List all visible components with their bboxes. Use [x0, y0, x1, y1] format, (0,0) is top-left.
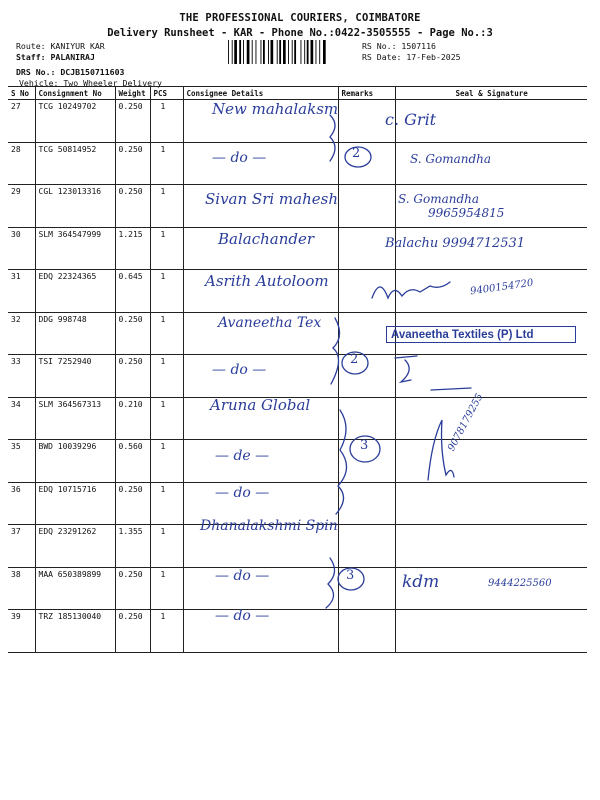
cell-sno: 32 [8, 312, 35, 355]
cell-weight: 0.210 [115, 397, 150, 440]
col-sno: S No [8, 87, 35, 100]
consignee-36: — do — [215, 485, 270, 501]
table-row [8, 610, 587, 653]
consignee-31: Asrith Autoloom [205, 272, 329, 290]
cell-sno: 29 [8, 185, 35, 228]
cell-consignment-no: BWD 10039296 [35, 440, 115, 483]
cell-consignment-no: TCG 50814952 [35, 142, 115, 185]
cell-pcs: 1 [150, 185, 183, 228]
table-row [8, 355, 587, 398]
signature-38: kdm [402, 572, 440, 592]
remark-28: 2 [352, 146, 361, 161]
table-row [8, 440, 587, 483]
col-consignment: Consignment No [35, 87, 115, 100]
cell-sno: 27 [8, 100, 35, 143]
col-consignee: Consignee Details [183, 87, 338, 100]
consignee-39: — do — [215, 608, 270, 624]
cell-pcs: 1 [150, 312, 183, 355]
cell-signature [395, 355, 587, 398]
cell-sno: 39 [8, 610, 35, 653]
cell-consignment-no: TCG 10249702 [35, 100, 115, 143]
cell-sno: 34 [8, 397, 35, 440]
col-signature: Seal & Signature [395, 87, 587, 100]
col-remarks: Remarks [338, 87, 395, 100]
cell-consignment-no: DDG 998748 [35, 312, 115, 355]
signature-29-phone: 9965954815 [428, 206, 505, 220]
table-row [8, 142, 587, 185]
consignee-30: Balachander [218, 230, 315, 248]
rs-number: RS No.: 1507116 [362, 41, 436, 51]
cell-signature [395, 525, 587, 568]
cell-weight: 1.215 [115, 227, 150, 270]
consignee-38: — do — [215, 568, 270, 584]
cell-pcs: 1 [150, 397, 183, 440]
cell-sno: 33 [8, 355, 35, 398]
consignee-35: — de — [215, 448, 270, 464]
cell-remarks [338, 525, 395, 568]
company-stamp: Avaneetha Textiles (P) Ltd [386, 326, 576, 343]
cell-consignment-no: EDQ 23291262 [35, 525, 115, 568]
cell-remarks [338, 610, 395, 653]
consignee-27: New mahalaksm [212, 100, 339, 118]
cell-pcs: 1 [150, 270, 183, 313]
cell-pcs: 1 [150, 142, 183, 185]
cell-remarks [338, 482, 395, 525]
cell-pcs: 1 [150, 227, 183, 270]
cell-sno: 36 [8, 482, 35, 525]
cell-sno: 38 [8, 567, 35, 610]
cell-weight: 0.250 [115, 355, 150, 398]
cell-sno: 37 [8, 525, 35, 568]
cell-remarks [338, 185, 395, 228]
cell-sno: 31 [8, 270, 35, 313]
cell-consignment-no: CGL 123013316 [35, 185, 115, 228]
cell-sno: 28 [8, 142, 35, 185]
cell-weight: 0.250 [115, 142, 150, 185]
cell-consignment-no: EDQ 10715716 [35, 482, 115, 525]
cell-signature [395, 440, 587, 483]
cell-pcs: 1 [150, 355, 183, 398]
signature-27: c. Grit [385, 110, 437, 129]
cell-pcs: 1 [150, 525, 183, 568]
cell-pcs: 1 [150, 440, 183, 483]
page-title: THE PROFESSIONAL COURIERS, COIMBATORE [179, 12, 421, 24]
cell-weight: 0.250 [115, 185, 150, 228]
consignee-29: Sivan Sri mahesh [205, 190, 338, 208]
remark-33: 2 [350, 352, 359, 367]
cell-weight: 1.355 [115, 525, 150, 568]
table-header-row [8, 87, 587, 100]
rs-date: RS Date: 17-Feb-2025 [362, 52, 461, 62]
consignee-28: — do — [212, 150, 267, 166]
cell-consignment-no: TRZ 185130040 [35, 610, 115, 653]
meta-right [362, 41, 461, 63]
runsheet-table [8, 86, 587, 653]
cell-pcs: 1 [150, 610, 183, 653]
cell-sno: 30 [8, 227, 35, 270]
consignee-37: Dhanalakshmi Spin [200, 518, 338, 534]
cell-pcs: 1 [150, 567, 183, 610]
cell-pcs: 1 [150, 100, 183, 143]
vehicle-label: Vehicle: Two Wheeler Delivery [19, 78, 162, 88]
cell-remarks [338, 270, 395, 313]
cell-weight: 0.250 [115, 567, 150, 610]
signature-30: Balachu 9994712531 [385, 236, 526, 251]
cell-weight: 0.560 [115, 440, 150, 483]
col-pcs: PCS [150, 87, 183, 100]
col-weight: Weight [115, 87, 150, 100]
remark-35: 3 [360, 438, 369, 453]
meta-left [16, 41, 162, 89]
consignee-32: Avaneetha Tex [218, 315, 322, 331]
signature-35-phone: 9078179255 [446, 391, 486, 454]
cell-signature [395, 397, 587, 440]
cell-pcs: 1 [150, 482, 183, 525]
cell-consignment-no: SLM 364567313 [35, 397, 115, 440]
signature-38-phone: 9444225560 [488, 578, 552, 589]
cell-weight: 0.645 [115, 270, 150, 313]
staff-label: Staff: PALANIRAJ [16, 52, 95, 62]
cell-remarks [338, 355, 395, 398]
barcode-image [228, 40, 356, 64]
cell-weight: 0.250 [115, 100, 150, 143]
cell-sno: 35 [8, 440, 35, 483]
cell-remarks [338, 142, 395, 185]
remark-38: 3 [346, 568, 355, 583]
drs-label: DRS No.: DCJB150711603 [16, 67, 125, 77]
route-label: Route: KANIYUR KAR [16, 41, 105, 51]
signature-29: S. Gomandha [398, 192, 480, 206]
signature-28: S. Gomandha [410, 152, 492, 166]
page-subtitle: Delivery Runsheet - KAR - Phone No.:0422-3505555 - Page No.:3 [107, 27, 493, 39]
cell-weight: 0.250 [115, 482, 150, 525]
signature-31-phone: 9400154720 [469, 277, 535, 298]
cell-consignment-no: EDQ 22324365 [35, 270, 115, 313]
cell-signature [395, 482, 587, 525]
cell-consignment-no: SLM 364547999 [35, 227, 115, 270]
cell-consignment-no: MAA 650389899 [35, 567, 115, 610]
consignee-33: — do — [212, 362, 267, 378]
cell-weight: 0.250 [115, 312, 150, 355]
cell-consignment-no: TSI 7252940 [35, 355, 115, 398]
cell-weight: 0.250 [115, 610, 150, 653]
cell-signature [395, 610, 587, 653]
cell-remarks [338, 397, 395, 440]
consignee-34: Aruna Global [210, 396, 311, 414]
